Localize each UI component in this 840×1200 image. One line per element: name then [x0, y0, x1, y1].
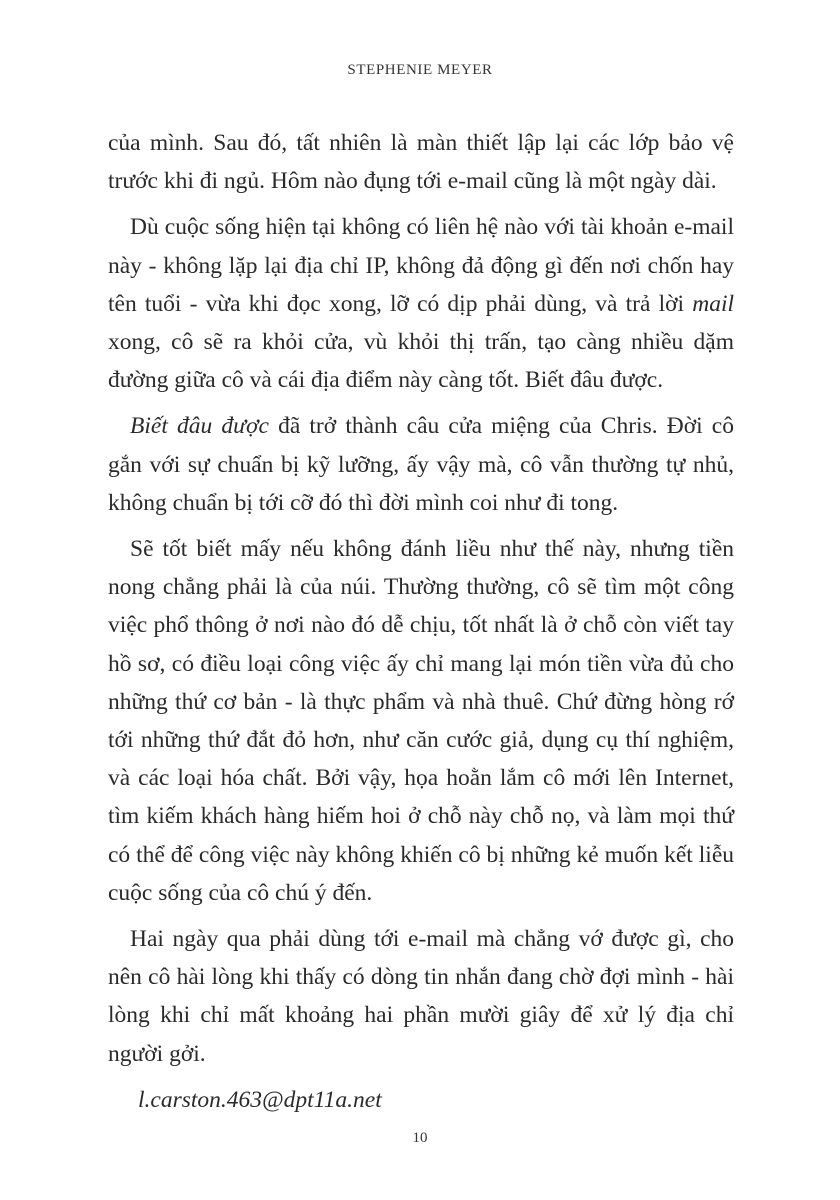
paragraph-1: của mình. Sau đó, tất nhiên là màn thiết lập lại các lớp bảo vệ trước khi đi ngủ. Hôm nào đụng tới e-mail cũng là một ngày dài.	[108, 130, 734, 195]
paragraph-2	[108, 208, 734, 399]
body-text	[108, 124, 734, 1127]
paragraph-4: Sẽ tốt biết mấy nếu không đánh liều như thế này, nhưng tiền nong chẳng phải là của núi. Thường thường, cô sẽ tìm một công việc phổ thông ở nơi nào đó dễ chịu, tốt nhất là ở chỗ còn viết tay hồ sơ, có điều loại công việc ấy chỉ mang lại món tiền vừa đủ cho những thứ cơ bản - là thực phẩm và nhà thuê. Chứ đừng hòng rớ tới những thứ đắt đỏ hơn, như căn cước giả, dụng cụ thí nghiệm, và các loại hóa chất. Bởi vậy, họa hoằn lắm cô mới lên Internet, tìm kiếm khách hàng hiếm hoi ở chỗ này chỗ nọ, và làm mọi thứ có thể để công việc này không khiến cô bị những kẻ muốn kết liễu cuộc sống của cô chú ý đến.	[108, 536, 734, 906]
paragraph-2-italic: mail	[692, 290, 734, 317]
paragraph-3-end: đã trở thành câu cửa miệng của Chris. Đời cô gắn với sự chuẩn bị kỹ lưỡng, ấy vậy mà, cô vẫn thường tự nhủ, không chuẩn bị tới cỡ đó thì đời mình coi như đi tong.	[108, 413, 734, 516]
paragraph-3-italic: Biết đâu được	[130, 413, 269, 440]
email-address: l.carston.463@dpt11a.net	[138, 1086, 382, 1113]
paragraph-2-start: Dù cuộc sống hiện tại không có liên hệ nào với tài khoản e-mail này - không lặp lại địa chỉ IP, không đả động gì đến nơi chốn hay tên tuổi - vừa khi đọc xong, lỡ có dịp phải dùng, và trả lời	[108, 214, 734, 317]
paragraph-5: Hai ngày qua phải dùng tới e-mail mà chẳng vớ được gì, cho nên cô hài lòng khi thấy có dòng tin nhắn đang chờ đợi mình - hài lòng khi chỉ mất khoảng hai phần mười giây để xử lý địa chỉ người gởi.	[108, 926, 734, 1067]
paragraph-2-end: xong, cô sẽ ra khỏi cửa, vù khỏi thị trấn, tạo càng nhiều dặm đường giữa cô và cái địa điểm này càng tốt. Biết đâu được.	[108, 329, 734, 394]
running-header-author: STEPHENIE MEYER	[347, 62, 493, 78]
paragraph-3	[108, 407, 734, 522]
page-number: 10	[412, 1130, 428, 1146]
